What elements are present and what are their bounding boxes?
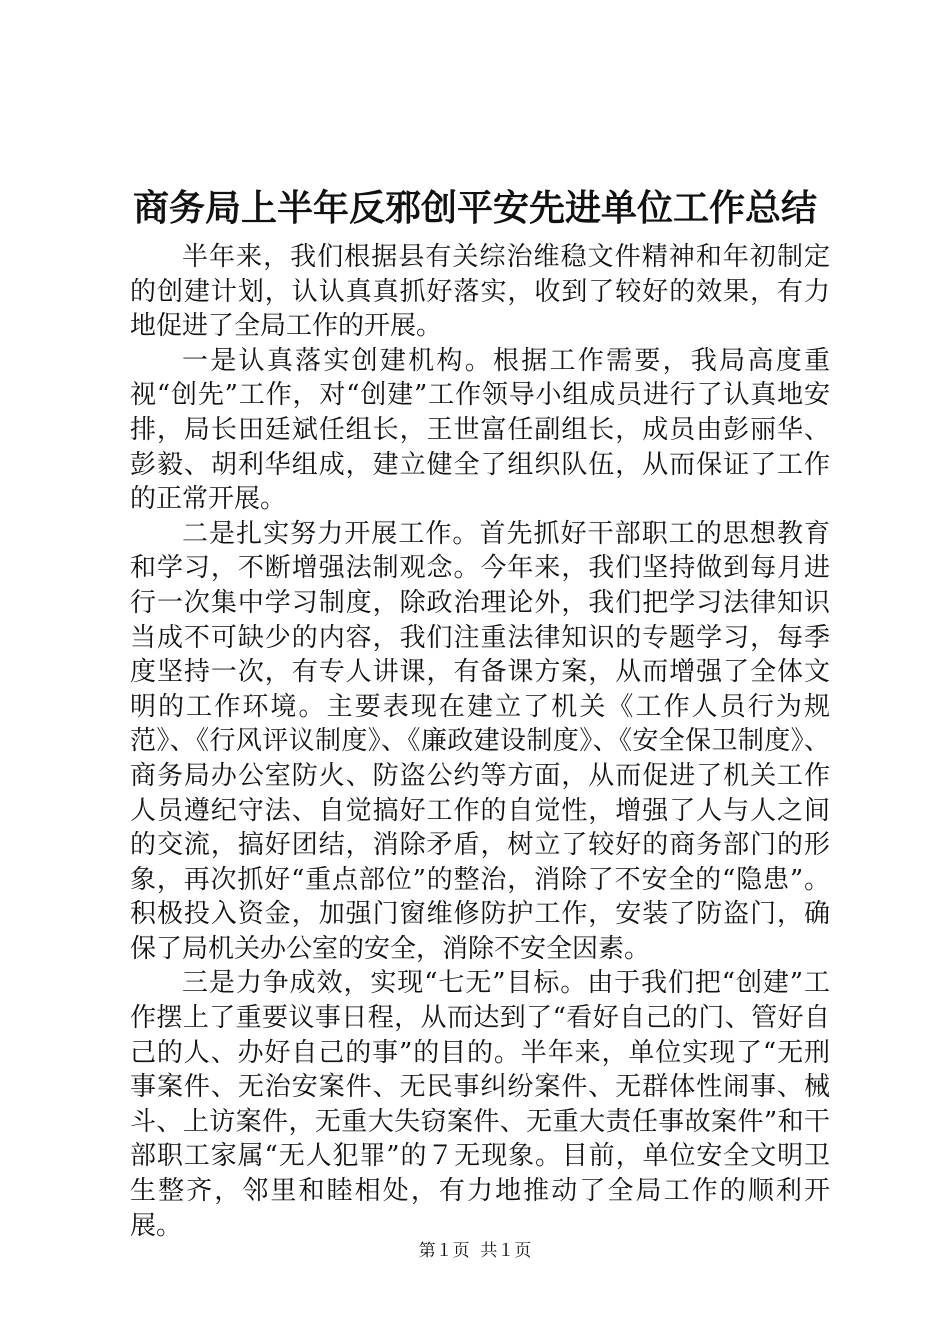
document-body [130,240,830,1243]
page-number: 第１页 共１页 [418,1241,532,1261]
paragraph-organization: 一是认真落实创建机构。根据工作需要，我局高度重视“创先”工作，对“创建”工作领导小组成员进行了认真地安排，局长田廷斌任组长，王世富任副组长，成员由彭丽华、彭毅、胡利华组成，建立健全了组织队伍，从而保证了工作的正常开展。 [130,345,830,515]
paragraph-results: 三是力争成效，实现“七无”目标。由于我们把“创建”工作摆上了重要议事日程，从而达到了“看好自己的门、管好自己的人、办好自己的事”的目的。半年来，单位实现了“无刑事案件、无治安案件、无民事纠纷案件、无群体性闹事、械斗、上访案件，无重大失窃案件、无重大责任事故案件”和干部职工家属“无人犯罪”的７无现象。目前，单位安全文明卫生整齐，邻里和睦相处，有力地推动了全局工作的顺利开展。 [130,968,830,1241]
document-title: 商务局上半年反邪创平安先进单位工作总结 [132,187,817,229]
paragraph-work: 二是扎实努力开展工作。首先抓好干部职工的思想教育和学习，不断增强法制观念。今年来，我们坚持做到每月进行一次集中学习制度，除政治理论外，我们把学习法律知识当成不可缺少的内容，我们注重法律知识的专题学习，每季度坚持一次，有专人讲课，有备课方案，从而增强了全体文明的工作环境。主要表现在建立了机关《工作人员行为规范》、《行风评议制度》、《廉政建设制度》、《安全保卫制度》、商务局办公室防火、防盗公约等方面，从而促进了机关工作人员遵纪守法、自觉搞好工作的自觉性，增强了人与人之间的交流，搞好团结，消除矛盾，树立了较好的商务部门的形象，再次抓好“重点部位”的整治，消除了不安全的“隐患”。积极投入资金，加强门窗维修防护工作，安装了防盗门，确保了局机关办公室的安全，消除不安全因素。 [130,518,830,964]
paragraph-intro: 半年来，我们根据县有关综治维稳文件精神和年初制定的创建计划，认认真真抓好落实，收到了较好的效果，有力地促进了全局工作的开展。 [130,242,830,342]
page-footer [0,1239,950,1263]
